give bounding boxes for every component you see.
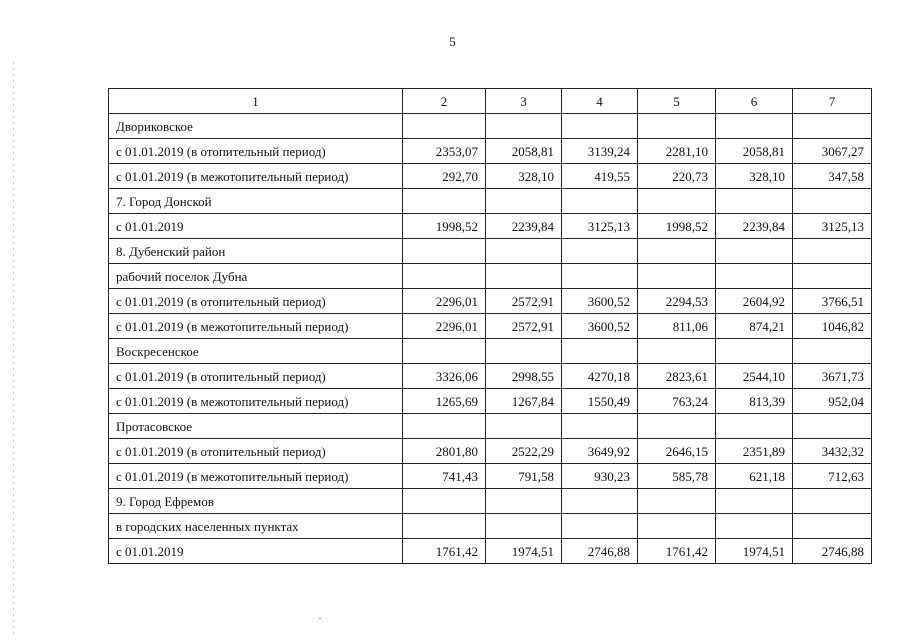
table-row: [109, 214, 872, 239]
value-cell: [716, 414, 793, 439]
value-cell: 741,43: [403, 464, 486, 489]
value-cell: 2296,01: [403, 289, 486, 314]
row-label: в городских населенных пунктах: [109, 514, 403, 539]
value-cell: [562, 489, 638, 514]
value-cell: 2296,01: [403, 314, 486, 339]
row-label: с 01.01.2019 (в межотопительный период): [109, 164, 403, 189]
value-cell: [486, 189, 562, 214]
value-cell: 1267,84: [486, 389, 562, 414]
value-cell: 2058,81: [716, 139, 793, 164]
value-cell: [562, 514, 638, 539]
value-cell: [403, 264, 486, 289]
table-row: [109, 414, 872, 439]
value-cell: [486, 414, 562, 439]
table-row: [109, 489, 872, 514]
value-cell: 220,73: [638, 164, 716, 189]
value-cell: [716, 114, 793, 139]
value-cell: [716, 189, 793, 214]
value-cell: [793, 264, 872, 289]
value-cell: [793, 189, 872, 214]
table-row: [109, 164, 872, 189]
value-cell: [403, 414, 486, 439]
value-cell: 2522,29: [486, 439, 562, 464]
value-cell: [793, 489, 872, 514]
value-cell: 2572,91: [486, 314, 562, 339]
tariff-table: [108, 88, 872, 564]
column-header: 5: [638, 89, 716, 114]
table-row: [109, 389, 872, 414]
value-cell: 712,63: [793, 464, 872, 489]
value-cell: 621,18: [716, 464, 793, 489]
value-cell: [638, 514, 716, 539]
value-cell: [793, 414, 872, 439]
table-row: [109, 464, 872, 489]
column-header: 3: [486, 89, 562, 114]
value-cell: [793, 339, 872, 364]
value-cell: 1550,49: [562, 389, 638, 414]
value-cell: 2353,07: [403, 139, 486, 164]
value-cell: 2572,91: [486, 289, 562, 314]
value-cell: [486, 114, 562, 139]
value-cell: [403, 189, 486, 214]
value-cell: [486, 514, 562, 539]
value-cell: 1265,69: [403, 389, 486, 414]
value-cell: 811,06: [638, 314, 716, 339]
value-cell: 2239,84: [716, 214, 793, 239]
value-cell: [562, 264, 638, 289]
value-cell: [562, 189, 638, 214]
value-cell: 585,78: [638, 464, 716, 489]
value-cell: [486, 489, 562, 514]
value-cell: 3326,06: [403, 364, 486, 389]
value-cell: [638, 114, 716, 139]
value-cell: [716, 239, 793, 264]
table-row: [109, 339, 872, 364]
value-cell: [403, 514, 486, 539]
value-cell: 347,58: [793, 164, 872, 189]
value-cell: [562, 114, 638, 139]
value-cell: 3125,13: [793, 214, 872, 239]
table-row: [109, 239, 872, 264]
value-cell: 2746,88: [562, 539, 638, 564]
value-cell: [486, 339, 562, 364]
value-cell: 1998,52: [638, 214, 716, 239]
row-label: Двориковское: [109, 114, 403, 139]
value-cell: 2294,53: [638, 289, 716, 314]
value-cell: 3649,92: [562, 439, 638, 464]
row-label: рабочий поселок Дубна: [109, 264, 403, 289]
value-cell: [638, 339, 716, 364]
value-cell: 1761,42: [638, 539, 716, 564]
value-cell: [562, 339, 638, 364]
value-cell: 791,58: [486, 464, 562, 489]
value-cell: [638, 239, 716, 264]
row-label: Воскресенское: [109, 339, 403, 364]
value-cell: 2801,80: [403, 439, 486, 464]
table-row: [109, 189, 872, 214]
value-cell: [793, 114, 872, 139]
row-label: с 01.01.2019 (в отопительный период): [109, 139, 403, 164]
value-cell: 1974,51: [486, 539, 562, 564]
value-cell: [716, 339, 793, 364]
value-cell: 763,24: [638, 389, 716, 414]
value-cell: 292,70: [403, 164, 486, 189]
value-cell: [486, 239, 562, 264]
table-row: [109, 514, 872, 539]
value-cell: [403, 339, 486, 364]
value-cell: [638, 189, 716, 214]
row-label: с 01.01.2019 (в отопительный период): [109, 364, 403, 389]
row-label: с 01.01.2019 (в межотопительный период): [109, 464, 403, 489]
value-cell: [638, 414, 716, 439]
column-header: 6: [716, 89, 793, 114]
value-cell: 419,55: [562, 164, 638, 189]
value-cell: [793, 514, 872, 539]
value-cell: 2239,84: [486, 214, 562, 239]
row-label: Протасовское: [109, 414, 403, 439]
row-label: с 01.01.2019: [109, 214, 403, 239]
value-cell: 3766,51: [793, 289, 872, 314]
value-cell: 3139,24: [562, 139, 638, 164]
scan-speck: [319, 618, 321, 619]
value-cell: 2746,88: [793, 539, 872, 564]
value-cell: [716, 489, 793, 514]
row-label: с 01.01.2019 (в межотопительный период): [109, 314, 403, 339]
value-cell: 328,10: [716, 164, 793, 189]
table-row: [109, 439, 872, 464]
row-label: с 01.01.2019 (в межотопительный период): [109, 389, 403, 414]
value-cell: 952,04: [793, 389, 872, 414]
value-cell: [793, 239, 872, 264]
table-row: [109, 364, 872, 389]
value-cell: 1974,51: [716, 539, 793, 564]
row-label: с 01.01.2019 (в отопительный период): [109, 289, 403, 314]
table-body: [109, 89, 872, 564]
value-cell: 3671,73: [793, 364, 872, 389]
value-cell: 2604,92: [716, 289, 793, 314]
table-row: [109, 264, 872, 289]
table-row: [109, 539, 872, 564]
table-row: [109, 114, 872, 139]
column-header: 4: [562, 89, 638, 114]
value-cell: 2823,61: [638, 364, 716, 389]
column-header: 2: [403, 89, 486, 114]
value-cell: 1998,52: [403, 214, 486, 239]
row-label: 8. Дубенский район: [109, 239, 403, 264]
value-cell: [562, 239, 638, 264]
value-cell: [403, 489, 486, 514]
value-cell: [638, 489, 716, 514]
value-cell: 2281,10: [638, 139, 716, 164]
value-cell: 3125,13: [562, 214, 638, 239]
row-label: с 01.01.2019: [109, 539, 403, 564]
value-cell: 1761,42: [403, 539, 486, 564]
value-cell: 2646,15: [638, 439, 716, 464]
table-row: [109, 314, 872, 339]
value-cell: 3432,32: [793, 439, 872, 464]
value-cell: [403, 114, 486, 139]
value-cell: 813,39: [716, 389, 793, 414]
value-cell: 930,23: [562, 464, 638, 489]
row-label: 9. Город Ефремов: [109, 489, 403, 514]
value-cell: 3600,52: [562, 289, 638, 314]
page-number: 5: [449, 34, 456, 49]
column-header: 1: [109, 89, 403, 114]
value-cell: 1046,82: [793, 314, 872, 339]
value-cell: 2544,10: [716, 364, 793, 389]
value-cell: 328,10: [486, 164, 562, 189]
value-cell: [638, 264, 716, 289]
column-header: 7: [793, 89, 872, 114]
value-cell: [486, 264, 562, 289]
value-cell: [716, 264, 793, 289]
value-cell: [562, 414, 638, 439]
value-cell: 4270,18: [562, 364, 638, 389]
table-row: [109, 139, 872, 164]
value-cell: 2998,55: [486, 364, 562, 389]
value-cell: 2351,89: [716, 439, 793, 464]
value-cell: [403, 239, 486, 264]
value-cell: [716, 514, 793, 539]
row-label: 7. Город Донской: [109, 189, 403, 214]
value-cell: 2058,81: [486, 139, 562, 164]
row-label: с 01.01.2019 (в отопительный период): [109, 439, 403, 464]
value-cell: 3067,27: [793, 139, 872, 164]
value-cell: 3600,52: [562, 314, 638, 339]
table-row: [109, 289, 872, 314]
table-header-row: [109, 89, 872, 114]
value-cell: 874,21: [716, 314, 793, 339]
scan-margin-marks: [13, 62, 14, 637]
